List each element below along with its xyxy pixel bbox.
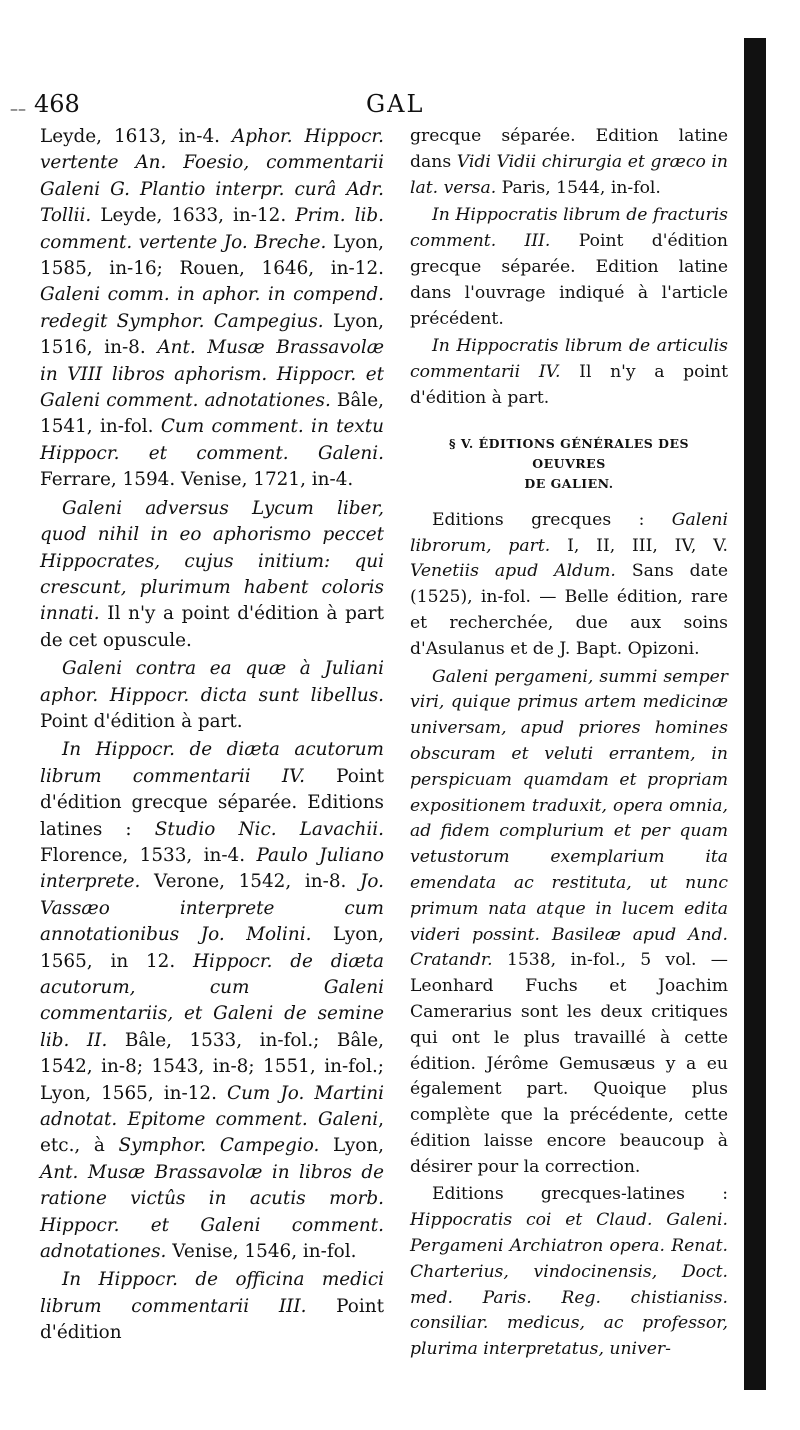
text-run: Leyde, 1613, in-4. [40, 126, 232, 147]
italic-run: Cum comment. in textu Hippocr. et comment. Galeni. [40, 416, 384, 464]
paragraph [410, 665, 728, 1181]
text-run: Lyon, [319, 1135, 384, 1157]
text-run: Il n'y a point d'édition à part. [410, 362, 729, 408]
italic-run: Galeni adversus Lycum liber, quod nihil in eo aphorismo peccet Hippocrates, cujus initium: qui crescunt, plurimum habent coloris innati. [40, 497, 384, 625]
paragraph [410, 334, 728, 411]
italic-run: Aphor. Hippocr. vertente An. Foesio, commentarii Galeni G. Plantio interpr. curâ Adr. Tollii. [40, 126, 384, 227]
italic-run: In Hippocr. de officina medici librum commentarii III. [40, 1269, 384, 1317]
italic-run: Jo. Vassæo interprete cum annotationibus Jo. Molini. [40, 871, 384, 946]
text-run: Lyon, 1565, in 12. [40, 924, 384, 972]
text-run: Editions grecques-latines : [432, 1184, 728, 1205]
text-run: Sans date (1525), in-fol. — Belle édition, rare et recherchée, due aux soins d'Asulanus et de J. Bapt. Opizoni. [410, 561, 728, 659]
paragraph [410, 203, 728, 332]
text-run: Point d'édition à part. [40, 710, 243, 732]
italic-run: In Hippocratis librum de fracturis comment. III. [410, 205, 728, 252]
text-run: Ferrare, 1594. Venise, 1721, in-4. [40, 469, 354, 491]
right-column-top [410, 124, 728, 412]
text-run: Verone, 1542, in-8. [140, 871, 361, 893]
paragraph [410, 1182, 728, 1363]
page-number: 468 [34, 90, 80, 118]
italic-run: In Hippocratis librum de articulis commentarii IV. [410, 336, 728, 383]
text-run: grecque séparée. Edition latine dans [410, 126, 728, 172]
running-head: GAL [366, 90, 425, 118]
italic-run: Galeni pergameni, summi semper viri, quique primus artem medicinæ universam, apud priores homines obscuram et veluti errantem, in perspicuam quamdam et propriam expositionem traduxit, opera omnia, ad fidem complurium et per quam vetustorum exemplarium ita emendata ac restituta, ut nunc primum nata atque in lucem edita videri possint. Basileæ apud And. Cratandr. [410, 666, 728, 971]
section-heading-line1: § V. ÉDITIONS GÉNÉRALES DES OEUVRES [449, 435, 689, 471]
text-run: I, II, III, IV, V. [550, 535, 728, 556]
text-run: , etc., à [40, 1109, 384, 1157]
text-run: Florence, 1533, in-4. [40, 844, 257, 866]
italic-run: Symphor. Campegio. [118, 1135, 320, 1157]
text-run: Point d'édition grecque séparée. Editions latines : [40, 765, 384, 840]
italic-run: Cum Jo. Martini adnotat. Epitome comment. Galeni [40, 1082, 384, 1131]
italic-run: Prim. lib. comment. vertente Jo. Breche. [40, 205, 384, 253]
paragraph [410, 124, 728, 201]
italic-run: Galeni contra ea quæ à Juliani aphor. Hippocr. dicta sunt libellus. [40, 658, 384, 706]
italic-run: Ant. Musæ Brassavolæ in libros de ratione victûs in acutis morb. Hippocr. et Galeni comment. adnotationes. [40, 1161, 384, 1263]
section-heading-line2: DE GALIEN. [524, 475, 614, 491]
italic-run: Vidi Vidii chirurgia et græco in lat. versa. [410, 151, 728, 198]
text-run: Lyon, 1585, in-16; Rouen, 1646, in-12. [40, 231, 384, 280]
paragraph [40, 496, 384, 654]
text-run: Editions grecques : [432, 509, 672, 530]
italic-run: Venetiis apud Aldum. [410, 561, 616, 582]
text-run: Leyde, 1633, in-12. [91, 205, 296, 227]
text-run: Venise, 1546, in-fol. [166, 1241, 357, 1263]
italic-run: Hippocratis coi et Claud. Galeni. Pergameni Archiatron opera. Renat. Charterius, vindocinensis, Doct. med. Paris. Reg. chistianiss. consiliar. medicus, ac professor, plurima interpretatus, univer- [410, 1210, 728, 1360]
italic-run: Hippocr. de diæta acutorum, cum Galeni commentariis, et Galeni de semine lib. II. [40, 950, 384, 1051]
paragraph [40, 737, 384, 1265]
paragraph [410, 508, 728, 663]
italic-run: Galeni comm. in aphor. in compend. redegit Symphor. Campegius. [40, 284, 384, 332]
italic-run: Galeni librorum, part. [410, 509, 728, 556]
section-heading [410, 434, 728, 494]
left-column [40, 124, 384, 1349]
text-run: Point d'édition [40, 1295, 384, 1344]
italic-run: Studio Nic. Lavachii. [154, 818, 385, 840]
text-run: Lyon, 1516, in-8. [40, 310, 384, 359]
text-run: 1538, in-fol., 5 vol. — Leonhard Fuchs et Joachim Camerarius sont les deux critiques qui ont le plus travaillé à cette édition. Jérôme Gemusæus y a eu également part. Quoique plus complète que la précédente, cette édition laisse encore beaucoup à désirer pour la correction. [410, 950, 728, 1177]
page-edge-shadow [744, 38, 766, 1390]
text-run: Il n'y a point d'édition à part de cet opuscule. [40, 603, 384, 651]
paragraph [40, 656, 384, 735]
right-column [410, 124, 728, 1365]
paragraph [40, 124, 384, 494]
text-run: Paris, 1544, in-fol. [496, 177, 661, 198]
text-run: Bâle, 1541, in-fol. [40, 390, 384, 438]
text-run: Point d'édition grecque séparée. Edition latine dans l'ouvrage indiqué à l'article précédent. [410, 231, 728, 329]
paragraph [40, 1267, 384, 1346]
italic-run: Ant. Musæ Brassavolæ in VIII libros aphorism. Hippocr. et Galeni comment. adnotationes. [40, 337, 384, 412]
text-run: Bâle, 1533, in-fol.; Bâle, 1542, in-8; 1543, in-8; 1551, in-fol.; Lyon, 1565, in-12. [40, 1029, 384, 1104]
margin-mark: –– [10, 99, 26, 118]
right-column-bottom [410, 508, 728, 1363]
italic-run: Paulo Juliano interprete. [40, 844, 384, 893]
italic-run: In Hippocr. de diæta acutorum librum commentarii IV. [40, 739, 384, 787]
